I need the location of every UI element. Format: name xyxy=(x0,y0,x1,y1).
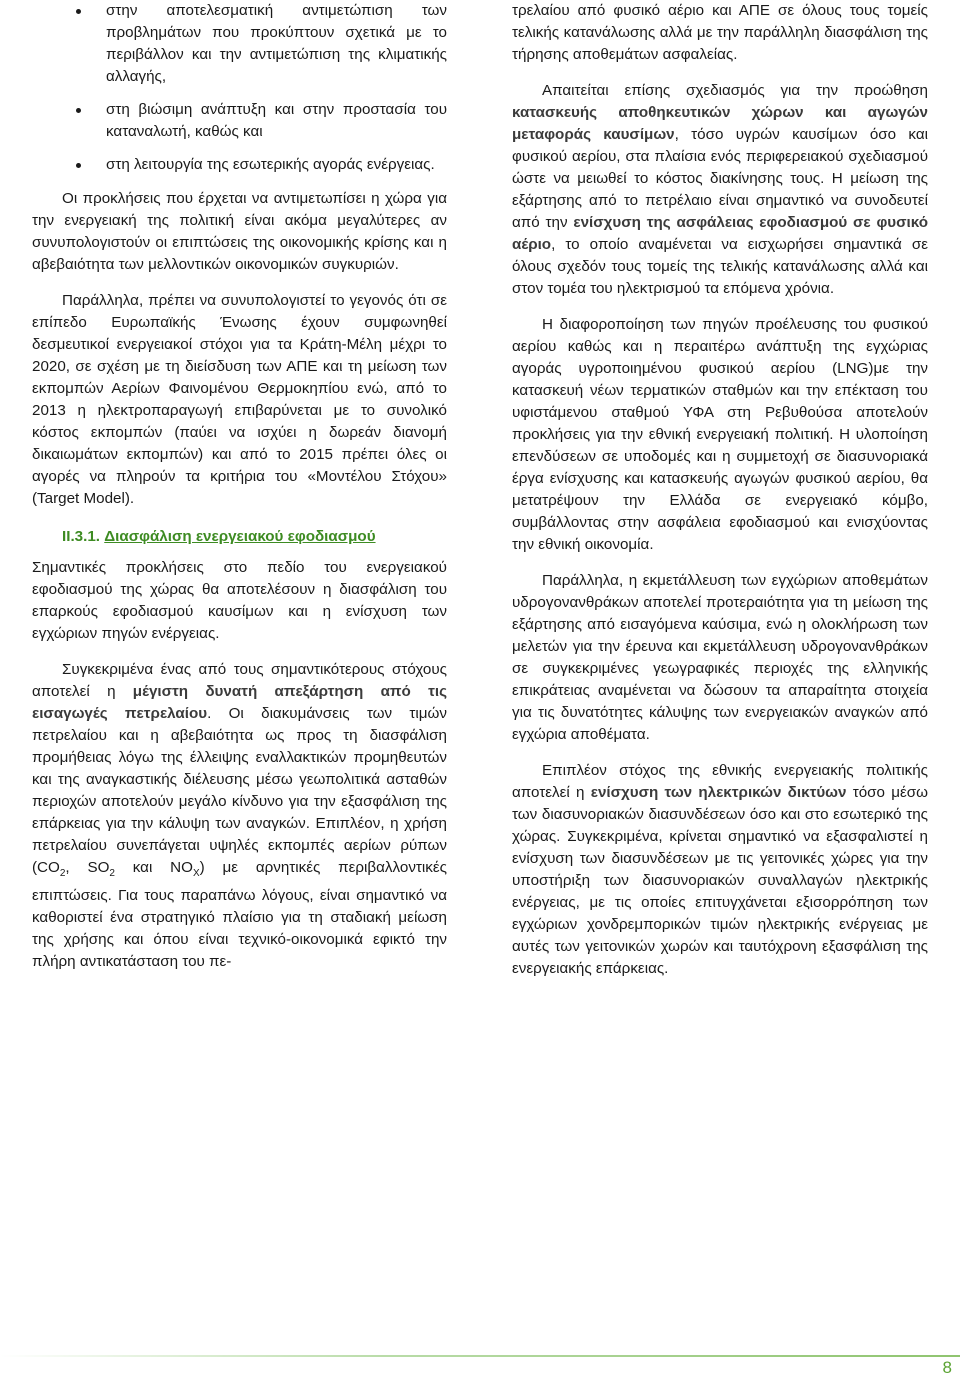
paragraph-storage xyxy=(512,80,928,300)
paragraph-oil-independence xyxy=(32,659,447,973)
paragraph-supply-challenges: Σημαντικές προκλήσεις στο πεδίο του ενεργειακού εφοδιασμού της χώρας θα αποτελέσουν η διασφάλιση του επαρκούς εφοδιασμού καυσίμων και η ενίσχυση των εγχώριων πηγών ενέργειας. xyxy=(32,559,447,642)
bullet-icon xyxy=(76,163,81,168)
emphasis-text: ενίσχυση της ασφάλειας εφοδιασμού σε φυσικό αέριο xyxy=(512,214,928,253)
text-run: ) με αρνητικές περιβαλλοντικές επιπτώσεις. Για τους παραπάνω λόγους, είναι σημαντικό να καθοριστεί ένα στρατηγικό πλαίσιο για τη σταδιακή μείωση της χρήσης και όπου είναι τεχνικό-οικονομικά εφικτό την πλήρη αντικατάσταση του πε- xyxy=(32,859,447,971)
bullet-list xyxy=(32,0,447,176)
list-item xyxy=(32,154,447,176)
paragraph-hydrocarbons: Παράλληλα, η εκμετάλλευση των εγχώριων αποθεμάτων υδρογονανθράκων αποτελεί προτεραιότητα για τη μείωση της εξάρτησης από εισαγόμενα καύσιμα, ενώ η ολοκλήρωση των μελετών για την έρευνα και εκμετάλλευση υδρογονανθράκων σε συγκεκριμένες γεωγραφικές περιοχές της ελληνικής επικράτειας αναμένεται να δώσουν τα απαραίτητα στοιχεία για τις δυνατότητες κάλυψης των ενεργειακών αναγκών από εγχώρια αποθέματα. xyxy=(512,572,928,743)
section-title: Διασφάλιση ενεργειακού εφοδιασμού xyxy=(104,528,376,545)
page-footer xyxy=(0,1353,960,1385)
paragraph-eu-targets: Παράλληλα, πρέπει να συνυπολογιστεί το γεγονός ότι σε επίπεδο Ευρωπαϊκής Ένωσης έχουν συμφωνηθεί δεσμευτικοί ενεργειακοί στόχοι για τα Κράτη-Μέλη μέχρι το 2020, σε σχέση με τη διείσδυση των ΑΠΕ και τη μείωση των εκπομπών Αερίων Φαινομένου Θερμοκηπίου ενώ, από το 2013 η ηλεκτροπαραγωγή επιβαρύνεται με το συνολικό κόστος εκπομπών (παύει να ισχύει η δωρεάν διανομή δικαιωμάτων εκπομπών) και από το 2015 πρέπει όλες οι αγορές να πληρούν τα κριτήρια του «Μοντέλου Στόχου» (Target Model). xyxy=(32,292,447,507)
text-run: , SO xyxy=(65,859,110,876)
bullet-text: στη λειτουργία της εσωτερικής αγοράς ενέργειας. xyxy=(106,156,435,173)
text-run: , το οποίο αναμένεται να εισχωρήσει σημαντικά σε όλους σχεδόν τους τομείς της τελικής κατανάλωσης αλλά και στον τομέα του ηλεκτρισμού τα επόμενα χρόνια. xyxy=(512,236,928,297)
bullet-icon xyxy=(76,9,81,14)
subscript: X xyxy=(192,868,200,880)
emphasis-text: κατασκευής αποθηκευτικών χώρων και αγωγών μεταφοράς καυσίμων xyxy=(512,104,928,143)
paragraph-electricity-grids xyxy=(512,760,928,980)
page-number: 8 xyxy=(942,1358,952,1377)
footer-divider xyxy=(0,1355,960,1357)
paragraph-challenges: Οι προκλήσεις που έρχεται να αντιμετωπίσει η χώρα για την ενεργειακή της πολιτική είναι ακόμα μεγαλύτερες αν συνυπολογιστούν οι επιπτώσεις της οικονομικής κρίσης και η αβεβαιότητα των μελλοντικών οικονομικών συγκυριών. xyxy=(32,190,447,273)
list-item xyxy=(32,99,447,143)
paragraph-continuation: τρελαίου από φυσικό αέριο και ΑΠΕ σε όλους τους τομείς τελικής κατανάλωσης αλλά με την παράλληλη διασφάλιση της τήρησης αποθεμάτων ασφαλείας. xyxy=(512,2,928,63)
left-column xyxy=(32,0,447,987)
bullet-icon xyxy=(76,108,81,113)
section-number: II.3.1. xyxy=(62,528,100,545)
text-run: τόσο μέσω των διασυνοριακών διασυνδέσεων όσο και στο εσωτερικό της χώρας. Συγκεκριμένα, κρίνεται σημαντικό να εξασφαλιστεί η ενίσχυση των διασυνδέσεων με τις γειτονικές χώρες για την υποστήριξη των διασυνοριακών συναλλαγών ηλεκτρικής ενέργειας, με τις οποίες επιτυγχάνεται εξισορρόπηση των εγχώριων χονδρεμπορικών τιμών ηλεκτρικής ενέργειας με αυτές των γειτονικών χωρών και ταυτόχρονη εξασφάλιση της ενεργειακής επάρκειας. xyxy=(512,784,928,977)
text-run: Συγκεκριμένα ένας από τους σημαντικότερους στόχους αποτελεί η xyxy=(32,661,447,700)
text-run: Απαιτείται επίσης σχεδιασμός για την προώθηση xyxy=(542,82,928,99)
list-item xyxy=(32,0,447,88)
emphasis-text: μέγιστη δυνατή απεξάρτηση από τις εισαγωγές πετρελαίου xyxy=(32,683,447,722)
right-column xyxy=(512,0,928,994)
text-run: Επιπλέον στόχος της εθνικής ενεργειακής πολιτικής αποτελεί η xyxy=(512,762,928,801)
paragraph-gas-diversification: Η διαφοροποίηση των πηγών προέλευσης του φυσικού αερίου καθώς και η περαιτέρω ανάπτυξη της εγχώριας αγοράς υγροποιημένου φυσικού αερίου (LNG)με την κατασκευή νέων τερματικών σταθμών και την επέκταση του υφιστάμενου σταθμού ΥΦΑ στη Ρεβυθούσα αποτελούν προκλήσεις για την εθνική ενεργειακή πολιτική. Η υλοποίηση επενδύσεων σε υποδομές και η συμμετοχή σε διασυνοριακά έργα ενίσχυσης και κατασκευής αγωγών φυσικού αερίου, θα μετατρέψουν την Ελλάδα σε ενεργειακό κόμβο, συμβάλλοντας στην ασφάλεια εφοδιασμού και ενισχύοντας την εθνική οικονομία. xyxy=(512,316,928,553)
text-run: . Οι διακυμάνσεις των τιμών πετρελαίου και η αβεβαιότητα ως προς τη διασφάλιση προμήθειας λόγω της έλλειψης εναλλακτικών προμηθευτών και της αναγκαστικής διέλευσης μέσω γεωπολιτικά ασταθών περιοχών αποτελούν μεγάλο κίνδυνο για την εξασφάλιση της επάρκειας για την κάλυψη των αναγκών. Επιπλέον, η χρήση πετρελαίου συνεπάγεται υψηλές εκπομπές αερίων ρύπων (CO xyxy=(32,705,447,876)
section-heading xyxy=(32,528,447,545)
emphasis-text: ενίσχυση των ηλεκτρικών δικτύων xyxy=(590,784,847,801)
text-run: και NO xyxy=(114,859,193,876)
bullet-text: στη βιώσιμη ανάπτυξη και στην προστασία του καταναλωτή, καθώς και xyxy=(106,101,447,140)
bullet-text: στην αποτελεσματική αντιμετώπιση των προβλημάτων που προκύπτουν σχετικά με το περιβάλλον και την αντιμετώπιση της κλιματικής αλλαγής, xyxy=(106,2,447,85)
subscript: 2 xyxy=(59,868,66,880)
subscript: 2 xyxy=(109,868,115,880)
text-run: , τόσο υγρών καυσίμων όσο και φυσικού αερίου, στα πλαίσια ενός περιφερειακού σχεδιασμού ώστε να μειωθεί το κόστος διακίνησης τους. Η μείωση της εξάρτησης από το πετρέλαιο είναι σημαντικό να συνοδευτεί από την xyxy=(512,126,928,231)
